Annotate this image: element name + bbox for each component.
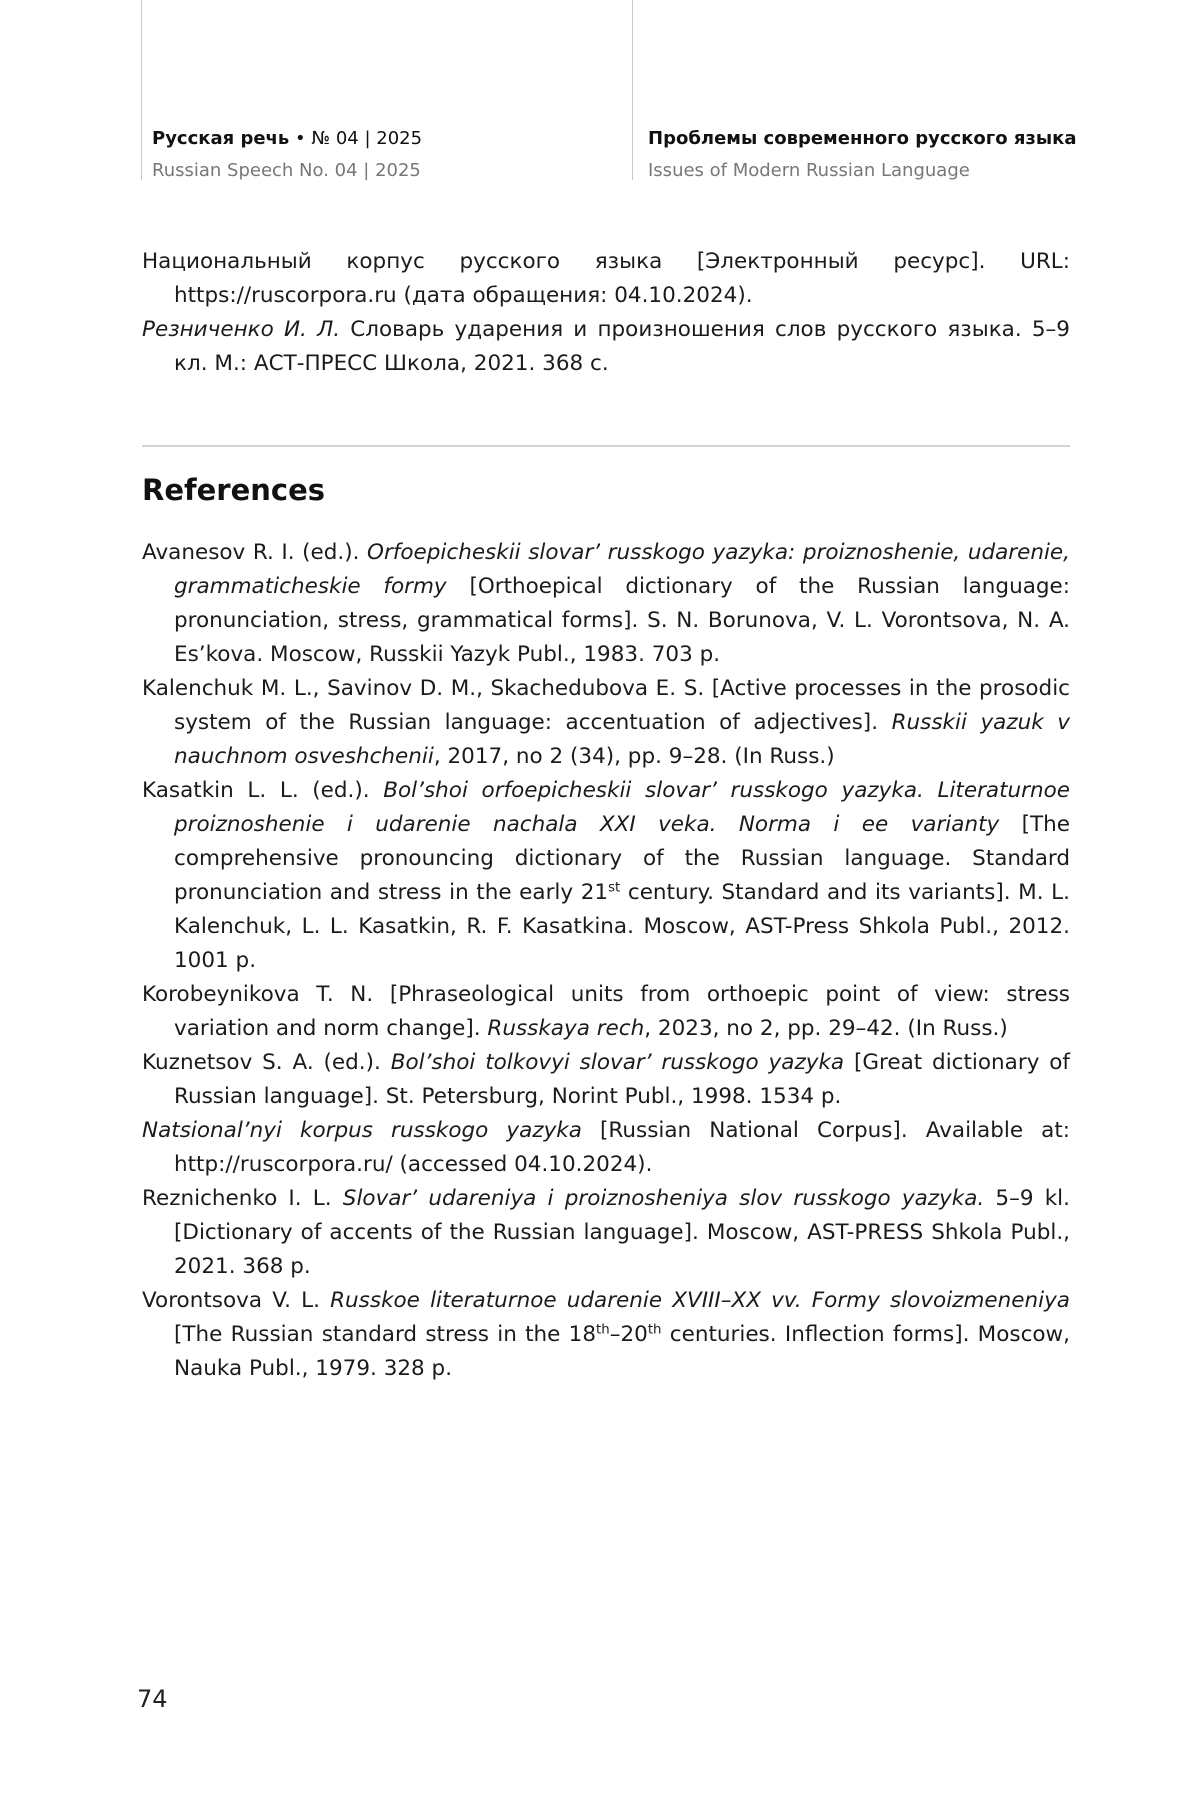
section-divider [142, 445, 1070, 447]
bibliography-entry: Резниченко И. Л. Словарь ударения и произношения слов русского языка. 5–9 кл. М.: АСТ-ПРЕСС Школа, 2021. 368 с. [142, 317, 1070, 376]
running-header-journal [152, 123, 422, 187]
section-title-ru: Проблемы современного русского языка [648, 128, 1077, 149]
reference-entry: Avanesov R. I. (ed.). Orfoepicheskii slovar’ russkogo yazyka: proiznoshenie, udarenie, grammaticheskie formy [Orthoepical dictionary of the Russian language: pronunciation, stress, grammatical forms]. S. N. Borunova, V. L. Vorontsova, N. A. Es’kova. Moscow, Russkii Yazyk Publ., 1983. 703 p. [142, 540, 1070, 667]
bibliography-entry: Национальный корпус русского языка [Электронный ресурс]. URL: https://ruscorpora.ru (дата обращения: 04.10.2024). [142, 249, 1070, 308]
page-number: 74 [137, 1685, 168, 1713]
journal-title-en: Russian Speech No. 04 | 2025 [152, 160, 421, 181]
reference-entry: Kasatkin L. L. (ed.). Bol’shoi orfoepicheskii slovar’ russkogo yazyka. Literaturnoe proiznoshenie i udarenie nachala XXI veka. Norma i ee varianty [The comprehensive pronouncing dictionary of the Russian language. Standard pronunciation and stress in the early 21st century. Standard and its variants]. M. L. Kalenchuk, L. L. Kasatkin, R. F. Kasatkina. Moscow, AST-Press Shkola Publ., 2012. 1001 p. [142, 778, 1070, 973]
reference-entry: Kalenchuk M. L., Savinov D. M., Skachedubova E. S. [Active processes in the prosodic system of the Russian language: accentuation of adjectives]. Russkii yazuk v nauchnom osveshchenii, 2017, no 2 (34), pp. 9–28. (In Russ.) [142, 676, 1070, 769]
reference-entry: Korobeynikova T. N. [Phraseological units from orthoepic point of view: stress variation and norm change]. Russkaya rech, 2023, no 2, pp. 29–42. (In Russ.) [142, 982, 1070, 1041]
references-list [142, 536, 1070, 1386]
russian-bibliography [142, 245, 1070, 381]
reference-entry: Reznichenko I. L. Slovar’ udareniya i proiznosheniya slov russkogo yazyka. 5–9 kl. [Dictionary of accents of the Russian language]. Moscow, AST-PRESS Shkola Publ., 2021. 368 p. [142, 1186, 1070, 1279]
reference-entry: Vorontsova V. L. Russkoe literaturnoe udarenie XVIII–XX vv. Formy slovoizmeneniya [The Russian standard stress in the 18th–20th centuries. Inflection forms]. Moscow, Nauka Publ., 1979. 328 p. [142, 1288, 1070, 1381]
header-divider-right [632, 0, 633, 180]
references-heading: References [142, 473, 326, 507]
section-title-en: Issues of Modern Russian Language [648, 160, 970, 181]
journal-title-ru: Русская речь • № 04 | 2025 [152, 128, 423, 149]
running-header-section [648, 123, 1076, 187]
reference-entry: Kuznetsov S. A. (ed.). Bol’shoi tolkovyi slovar’ russkogo yazyka [Great dictionary of Russian language]. St. Petersburg, Norint Publ., 1998. 1534 p. [142, 1050, 1070, 1109]
reference-entry: Natsional’nyi korpus russkogo yazyka [Russian National Corpus]. Available at: http://ruscorpora.ru/ (accessed 04.10.2024). [142, 1118, 1070, 1177]
header-divider-left [141, 0, 142, 180]
